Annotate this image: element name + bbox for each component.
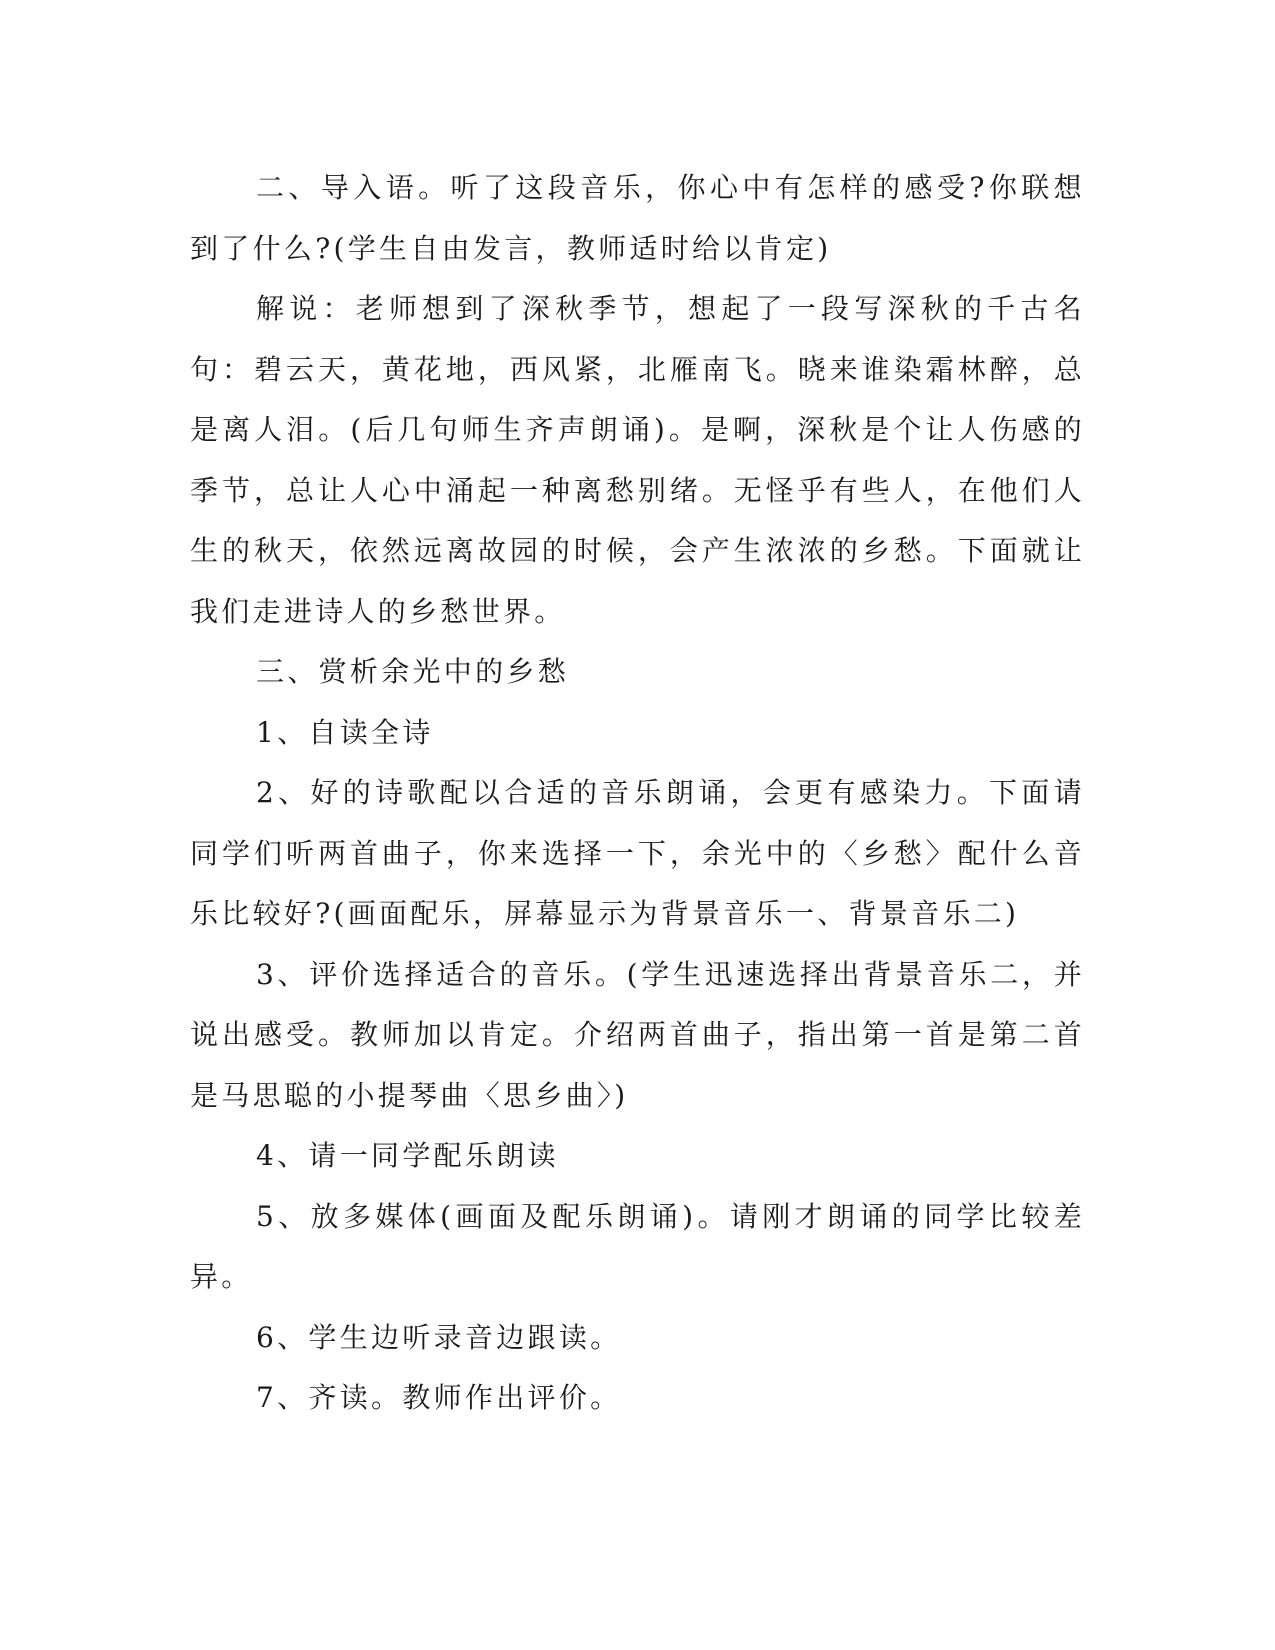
document-body: [190, 158, 1085, 1429]
list-item-step-6: 6、学生边听录音边跟读。: [256, 1320, 622, 1354]
paragraph-intro-question: 二、导入语。听了这段音乐，你心中有怎样的感受?你联想到了什么?(学生自由发言，教师适时给以肯定): [190, 171, 1085, 265]
list-item-step-7: 7、齐读。教师作出评价。: [256, 1381, 622, 1414]
list-item-step-5: 5、放多媒体(画面及配乐朗诵)。请刚才朗诵的同学比较差异。: [190, 1199, 1085, 1293]
list-item-step-4: 4、请一同学配乐朗读: [256, 1139, 559, 1172]
paragraph-explanation: 解说：老师想到了深秋季节，想起了一段写深秋的千古名句：碧云天，黄花地，西风紧，北雁南飞。晓来谁染霜林醉，总是离人泪。(后几句师生齐声朗诵)。是啊，深秋是个让人伤感的季节，总让人心中涌起一种离愁别绪。无怪乎有些人，在他们人生的秋天，依然远离故园的时候，会产生浓浓的乡愁。下面就让我们走进诗人的乡愁世界。: [190, 292, 1085, 628]
list-item-step-1: 1、自读全诗: [256, 715, 434, 749]
section-heading-appreciation: 三、赏析余光中的乡愁: [256, 655, 570, 688]
list-item-step-2: 2、好的诗歌配以合适的音乐朗诵，会更有感染力。下面请同学们听两首曲子，你来选择一下，余光中的〈乡愁〉配什么音乐比较好?(画面配乐，屏幕显示为背景音乐一、背景音乐二): [190, 776, 1085, 930]
list-item-step-3: 3、评价选择适合的音乐。(学生迅速选择出背景音乐二，并说出感受。教师加以肯定。介绍两首曲子，指出第一首是第二首是马思聪的小提琴曲〈思乡曲〉): [190, 957, 1085, 1112]
